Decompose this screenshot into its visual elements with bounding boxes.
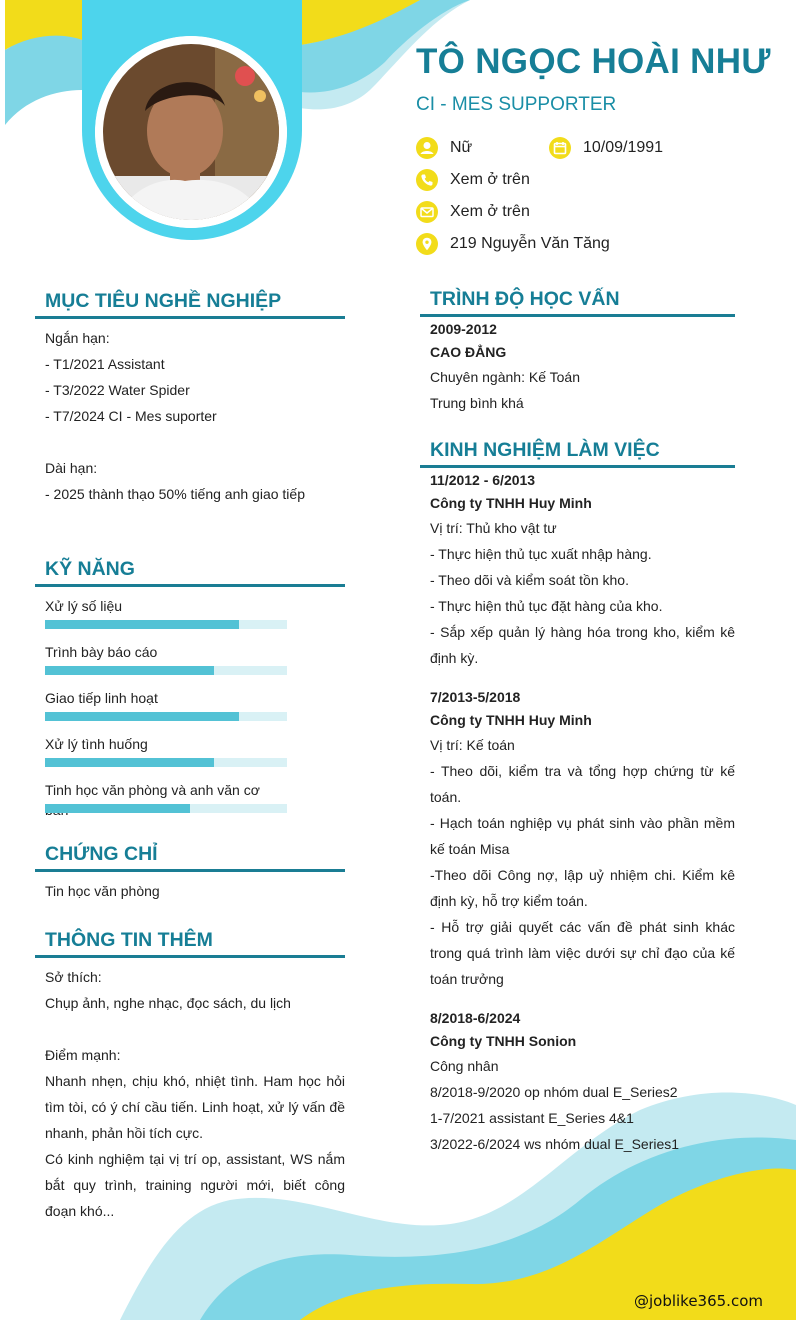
job-duty: - Sắp xếp quản lý hàng hóa trong kho, kiểm kê định kỳ. [430, 624, 735, 666]
email-info [416, 201, 530, 223]
job-title: CI - MES SUPPORTER [416, 94, 617, 115]
hobbies-value: Chụp ảnh, nghe nhạc, đọc sách, du lịch [45, 995, 291, 1011]
job-duty: 3/2022-6/2024 ws nhóm dual E_Series1 [430, 1136, 680, 1152]
birthdate-info [549, 137, 663, 159]
short-term-item: - T7/2024 CI - Mes suporter [45, 408, 217, 424]
short-term-item: - T3/2022 Water Spider [45, 382, 190, 398]
skill-item [45, 780, 287, 813]
skill-label: Giao tiếp linh hoạt [45, 690, 158, 706]
experience-job [430, 686, 735, 992]
profile-photo [95, 36, 287, 228]
job-company: Công ty TNHH Huy Minh [430, 495, 592, 511]
phone-info [416, 169, 530, 191]
section-rule-certificates [35, 869, 345, 872]
skill-bar-track [45, 804, 287, 813]
education-degree: CAO ĐẲNG [430, 344, 507, 360]
education-major: Chuyên ngành: Kế Toán [430, 369, 580, 385]
section-rule-skills [35, 584, 345, 587]
education-content [430, 318, 735, 416]
address-value: 219 Nguyễn Văn Tăng [450, 235, 610, 252]
footer-watermark: @joblike365.com [633, 1292, 763, 1310]
job-duty: - Thực hiện thủ tục xuất nhập hàng. [430, 546, 652, 562]
job-period: 11/2012 - 6/2013 [430, 472, 536, 488]
skill-bar-fill [45, 804, 190, 813]
skill-item [45, 596, 287, 629]
job-period: 8/2018-6/2024 [430, 1010, 521, 1026]
strengths-paragraph: Nhanh nhẹn, chịu khó, nhiệt tình. Ham học hỏi tìm tòi, có ý chí cầu tiến. Linh hoạt, xử lý vấn đề nhanh, phản hồi tích cực. [45, 1073, 345, 1141]
top-left-cyan-wave [5, 36, 82, 125]
job-position: Vị trí: Thủ kho vật tư [430, 520, 557, 536]
job-duty: - Thực hiện thủ tục đặt hàng của kho. [430, 598, 663, 614]
user-icon [416, 137, 438, 159]
job-position: Vị trí: Kế toán [430, 737, 515, 753]
skill-bar-track [45, 666, 287, 675]
job-duty: - Theo dõi và kiểm soát tồn kho. [430, 572, 629, 588]
section-title-skills: KỸ NĂNG [45, 558, 135, 580]
skill-bar-fill [45, 620, 239, 629]
mail-icon [416, 201, 438, 223]
job-position: Công nhân [430, 1058, 499, 1074]
section-title-education: TRÌNH ĐỘ HỌC VẤN [430, 288, 620, 310]
hobbies-label: Sở thích: [45, 969, 102, 985]
job-duty: - Hỗ trợ giải quyết các vấn đề phát sinh khác trong quá trình làm việc dưới sự chỉ đạo của kế toán trưởng [430, 919, 735, 987]
section-rule-education [420, 314, 735, 317]
long-term-label: Dài hạn: [45, 460, 98, 476]
job-duty: - Theo dõi, kiểm tra và tổng hợp chứng từ kế toán. [430, 763, 735, 805]
job-company: Công ty TNHH Huy Minh [430, 712, 592, 728]
skill-label: Trình bày báo cáo [45, 644, 158, 660]
calendar-icon [549, 137, 571, 159]
section-title-experience: KINH NGHIỆM LÀM VIỆC [430, 439, 660, 461]
skill-item [45, 688, 287, 721]
skill-bar-track [45, 620, 287, 629]
strengths-paragraph: Có kinh nghiệm tại vị trí op, assistant, WS nắm bắt quy trình, training người mới, biết công đoạn khó... [45, 1151, 345, 1219]
education-grade: Trung bình khá [430, 395, 524, 411]
gender-value: Nữ [450, 139, 473, 156]
section-title-objective: MỤC TIÊU NGHỀ NGHIỆP [45, 290, 282, 312]
objective-content [45, 325, 345, 507]
certificate-item: Tin học văn phòng [45, 883, 160, 899]
skill-label: Xử lý tình huống [45, 736, 148, 752]
short-term-item: - T1/2021 Assistant [45, 356, 165, 372]
address-info [416, 233, 610, 255]
strengths-label: Điểm mạnh: [45, 1047, 121, 1063]
experience-job [430, 1007, 735, 1157]
phone-icon [416, 169, 438, 191]
long-term-item: - 2025 thành thạo 50% tiếng anh giao tiếp [45, 486, 305, 502]
job-duty: - Hạch toán nghiệp vụ phát sinh vào phần mềm kế toán Misa [430, 815, 735, 857]
skill-bar-track [45, 758, 287, 767]
skill-item [45, 734, 287, 767]
job-company: Công ty TNHH Sonion [430, 1033, 577, 1049]
section-rule-extra [35, 955, 345, 958]
section-rule-objective [35, 316, 345, 319]
job-duty: 8/2018-9/2020 op nhóm dual E_Series2 [430, 1084, 678, 1100]
job-period: 7/2013-5/2018 [430, 689, 521, 705]
education-period: 2009-2012 [430, 321, 497, 337]
experience-job [430, 469, 735, 671]
short-term-label: Ngắn hạn: [45, 330, 110, 346]
skill-bar-track [45, 712, 287, 721]
section-title-extra: THÔNG TIN THÊM [45, 929, 213, 951]
skill-label: Xử lý số liệu [45, 598, 123, 614]
job-duty: -Theo dõi Công nợ, lập uỷ nhiệm chi. Kiểm kê định kỳ, hỗ trợ kiểm toán. [430, 867, 735, 909]
email-value: Xem ở trên [450, 203, 530, 220]
extra-content [45, 964, 345, 1224]
skill-bar-fill [45, 758, 214, 767]
skill-item [45, 642, 287, 675]
section-rule-experience [420, 465, 735, 468]
skill-bar-fill [45, 666, 214, 675]
location-icon [416, 233, 438, 255]
section-title-certificates: CHỨNG CHỈ [45, 843, 158, 865]
gender-info [416, 137, 472, 159]
job-duty: 1-7/2021 assistant E_Series 4&1 [430, 1110, 634, 1126]
skill-bar-fill [45, 712, 239, 721]
candidate-name: TÔ NGỌC HOÀI NHƯ [416, 42, 771, 81]
skill-label: Tinh học văn phòng và anh văn cơ [45, 782, 260, 798]
phone-value: Xem ở trên [450, 171, 530, 188]
birthdate-value: 10/09/1991 [583, 139, 664, 156]
